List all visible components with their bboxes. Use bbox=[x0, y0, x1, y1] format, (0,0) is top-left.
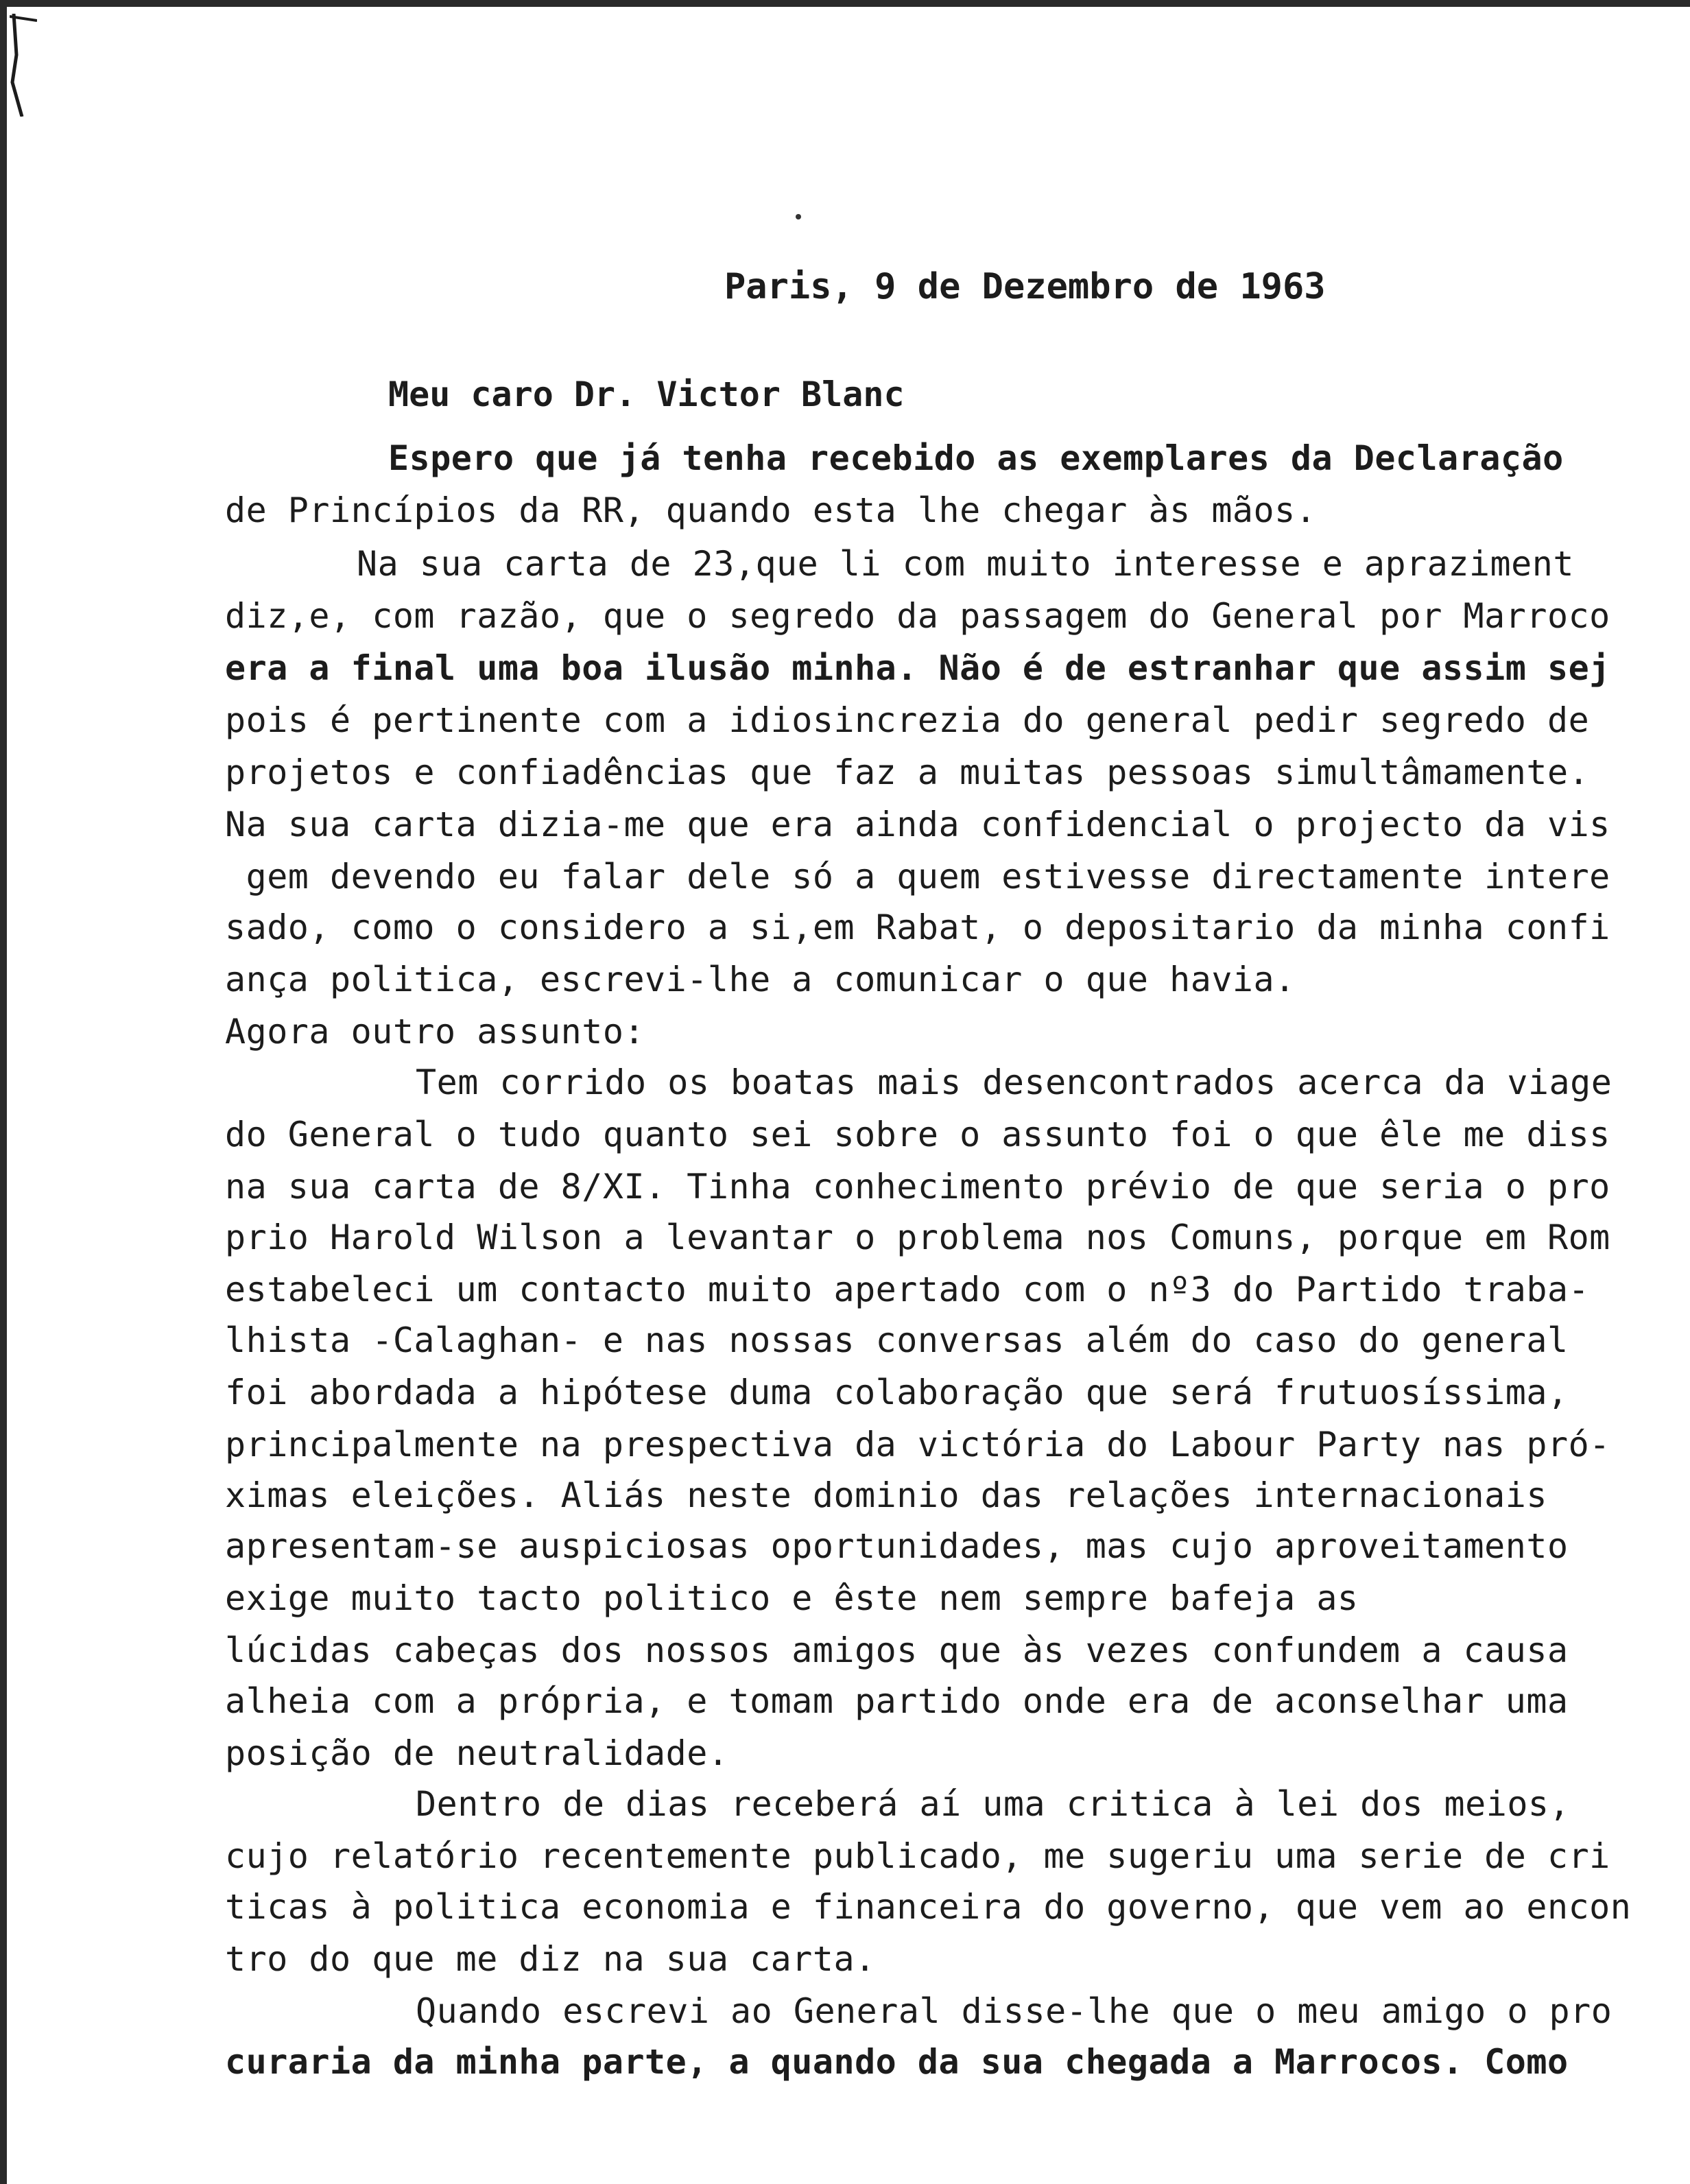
body-line-10: sado, como o considero a si,em Rabat, o depositario da minha confi bbox=[225, 907, 1610, 947]
body-line-25: alheia com a própria, e tomam partido onde era de aconselhar uma bbox=[225, 1681, 1569, 1721]
body-line-26: posição de neutralidade. bbox=[225, 1733, 729, 1773]
body-line-21: ximas eleições. Aliás neste dominio das relações internacionais bbox=[225, 1475, 1547, 1515]
body-line-23: exige muito tacto politico e êste nem sempre bafeja as bbox=[225, 1578, 1359, 1618]
body-line-30: tro do que me diz na sua carta. bbox=[225, 1939, 876, 1979]
body-line-2: de Princípios da RR, quando esta lhe chegar às mãos. bbox=[225, 490, 1317, 530]
body-line-29: ticas à politica economia e financeira do governo, que vem ao encon bbox=[225, 1887, 1632, 1927]
body-line-24: lúcidas cabeças dos nossos amigos que às vezes confundem a causa bbox=[225, 1630, 1569, 1670]
body-line-13: Tem corrido os boatas mais desencontrados acerca da viage bbox=[416, 1063, 1612, 1102]
letter-salutation: Meu caro Dr. Victor Blanc bbox=[388, 375, 905, 414]
body-line-22: apresentam-se auspiciosas oportunidades, mas cujo aproveitamento bbox=[225, 1526, 1569, 1566]
body-line-14: do General o tudo quanto sei sobre o assunto foi o que êle me diss bbox=[225, 1115, 1610, 1154]
body-line-32: curaria da minha parte, a quando da sua chegada a Marrocos. Como bbox=[225, 2042, 1569, 2082]
body-line-6: pois é pertinente com a idiosincrezia do general pedir segredo de bbox=[225, 700, 1590, 740]
body-line-12: Agora outro assunto: bbox=[225, 1012, 645, 1052]
body-line-3: Na sua carta de 23,que li com muito interesse e apraziment bbox=[357, 544, 1574, 584]
body-line-28: cujo relatório recentemente publicado, me sugeriu uma serie de cri bbox=[225, 1836, 1610, 1876]
body-line-27: Dentro de dias receberá aí uma critica à lei dos meios, bbox=[416, 1784, 1571, 1824]
body-line-11: ança politica, escrevi-lhe a comunicar o que havia. bbox=[225, 960, 1296, 999]
body-line-1: Espero que já tenha recebido as exemplares da Declaração bbox=[388, 438, 1564, 478]
body-line-4: diz,e, com razão, que o segredo da passagem do General por Marroco bbox=[225, 596, 1610, 636]
body-line-5: era a final uma boa ilusão minha. Não é de estranhar que assim sej bbox=[225, 648, 1610, 688]
body-line-16: prio Harold Wilson a levantar o problema nos Comuns, porque em Rom bbox=[225, 1218, 1610, 1257]
body-line-20: principalmente na prespectiva da victória do Labour Party nas pró- bbox=[225, 1425, 1610, 1464]
body-line-8: Na sua carta dizia-me que era ainda confidencial o projecto da vis bbox=[225, 805, 1610, 844]
body-line-31: Quando escrevi ao General disse-lhe que o meu amigo o pro bbox=[416, 1991, 1612, 2031]
body-line-18: lhista -Calaghan- e nas nossas conversas além do caso do general bbox=[225, 1320, 1569, 1360]
body-line-9: gem devendo eu falar dele só a quem estivesse directamente intere bbox=[225, 857, 1610, 897]
body-line-17: estabeleci um contacto muito apertado com o nº3 do Partido traba- bbox=[225, 1270, 1590, 1309]
body-line-19: foi abordada a hipótese duma colaboração que será frutuosíssima, bbox=[225, 1373, 1569, 1412]
body-line-7: projetos e confiadências que faz a muitas pessoas simultâmamente. bbox=[225, 752, 1590, 792]
letter-date: Paris, 9 de Dezembro de 1963 bbox=[724, 266, 1326, 307]
body-line-15: na sua carta de 8/XI. Tinha conhecimento prévio de que seria o pro bbox=[225, 1167, 1610, 1207]
